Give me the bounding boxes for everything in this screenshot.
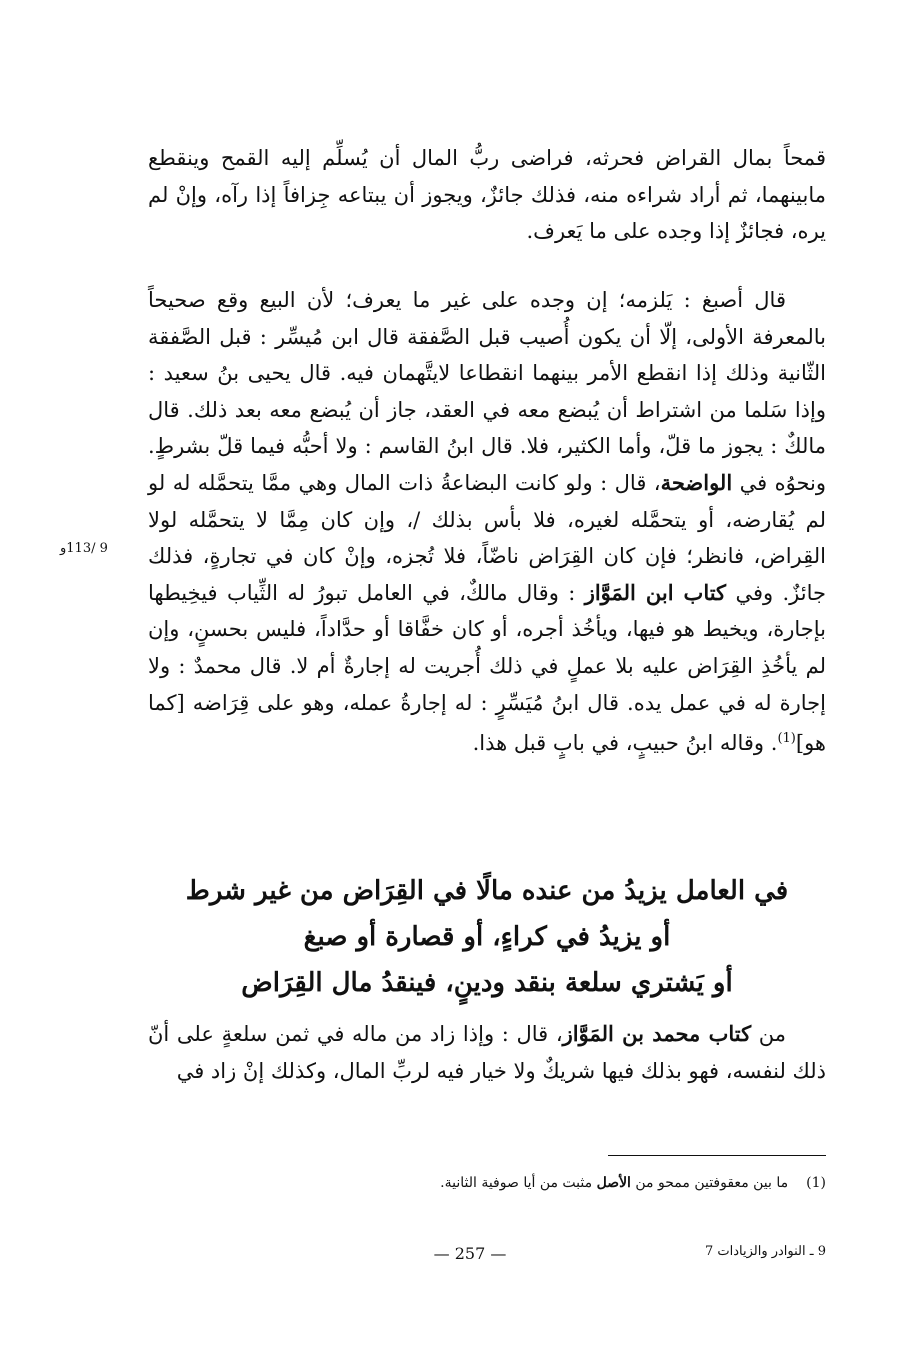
heading-line-2: أو يزيدُ في كراءٍ، أو قصارة أو صبغ — [303, 922, 671, 952]
book-title-ibn-mawwaz: كتاب ابن المَوَّاز — [584, 579, 727, 605]
book-title-wadiha: الواضحة — [660, 469, 733, 495]
paragraph-1 — [148, 140, 826, 250]
paragraph-2-part-b: ، قال : ولو كانت البضاعةُ ذات المال وهي ممَّا يتحمَّله له لو لم يُقارضه، أو يتحمَّله لغيره، فلا بأس بذلك /، وإن كان مِمَّا لا يتحمَّله لولا القِراض، فانظر؛ فإن كان القِرَاض ناضّاً، فلا تُجزه، وإنْ كان في تجارةٍ، فذلك جائزٌ. وفي — [148, 470, 826, 605]
footnote-bold-term: الأصل — [596, 1175, 631, 1191]
footnote-divider — [608, 1155, 826, 1156]
paragraph-2 — [148, 282, 826, 762]
footnote — [148, 1172, 826, 1194]
page-number: — 257 — — [433, 1244, 507, 1263]
printer-signature: 9 ـ النوادر والزيادات 7 — [704, 1244, 826, 1259]
section-heading — [148, 868, 826, 1006]
footnote-text-a: ما بين معقوفتين ممحو من — [630, 1175, 789, 1191]
heading-line-1: في العامل يزيدُ من عنده مالًا في القِرَاض من غير شرط — [185, 876, 789, 906]
paragraph-3-part-a: من — [751, 1022, 786, 1046]
paragraph-1-text: قمحاً بمال القراض فحرثه، فراضى ربُّ المال أن يُسلِّم إليه القمح وينقطع مابينهما، ثم أراد شراءه منه، فذلك جائزٌ، ويجوز أن يبتاعه جِزافاً إذا رآه، وإنْ لم يره، فجائزٌ إذا وجده على ما يَعرف. — [148, 146, 826, 244]
margin-folio-note: 9 /113و — [60, 541, 108, 556]
paragraph-3-text — [148, 1016, 826, 1089]
footnote-reference: (1) — [777, 731, 796, 747]
paragraph-2-part-d: . وقاله ابنُ حبيبٍ، في بابٍ قبل هذا. — [472, 731, 778, 756]
heading-line-3: أو يَشتري سلعة بنقد ودينٍ، فينقدُ مال القِرَاض — [241, 968, 733, 998]
paragraph-2-text — [148, 282, 826, 762]
paragraph-3 — [148, 1016, 826, 1089]
paragraph-2-part-c: : وقال مالكٌ، في العامل تبورُ له الثِّياب فيخِيطها بإجارة، ويخيط هو فيها، ويأخُذ أجره، أو كان خفَّاقا أو حدَّاداً، فليس بحسنٍ، وإن لم يأخُذِ القِرَاض عليه بلا عملٍ في ذلك أُجريت له إجارةٌ أم لا. قال محمدٌ : ولا إجارة له في عمل يده. قال ابنُ مُيَسِّرٍ : له إجارةُ عمله، وهو على قِرَاضه [كما هو] — [148, 580, 826, 756]
footnote-text-b: مثبت من أيا صوفية الثانية. — [440, 1175, 597, 1191]
paragraph-3-part-b: ، قال : وإذا زاد من ماله في ثمن سلعةٍ على أنّ ذلك لنفسه، فهو بذلك فيها شريكٌ ولا خيار فيه لربِّ المال، وكذلك إنْ زاد في — [148, 1022, 826, 1083]
book-title-muhammad-ibn-mawwaz: كتاب محمد بن المَوَّاز — [562, 1021, 752, 1046]
paragraph-2-part-a: قال أصبغ : يَلزمه؛ إن وجده على غير ما يعرف؛ لأن البيع وقع صحيحاً بالمعرفة الأولى، إلّا أن يكون أُصيب قبل الصَّفقة قال ابن مُيسِّر : قبل الصَّفقة الثّانية وذلك إذا انقطع الأمر بينهما انقطاعا لايتَّهمان فيه. قال يحيى بنُ سعيد : وإذا سَلما من اشتراط أن يُبضع معه في العقد، جاز أن يُبضع معه بعد ذلك. قال مالكٌ : يجوز ما قلّ، وأما الكثير، فلا. قال ابنُ القاسم : ولا أحبُّه فيما قلّ بشرطٍ. ونحوُه في — [148, 288, 826, 495]
footnote-number: (1) — [806, 1175, 826, 1191]
